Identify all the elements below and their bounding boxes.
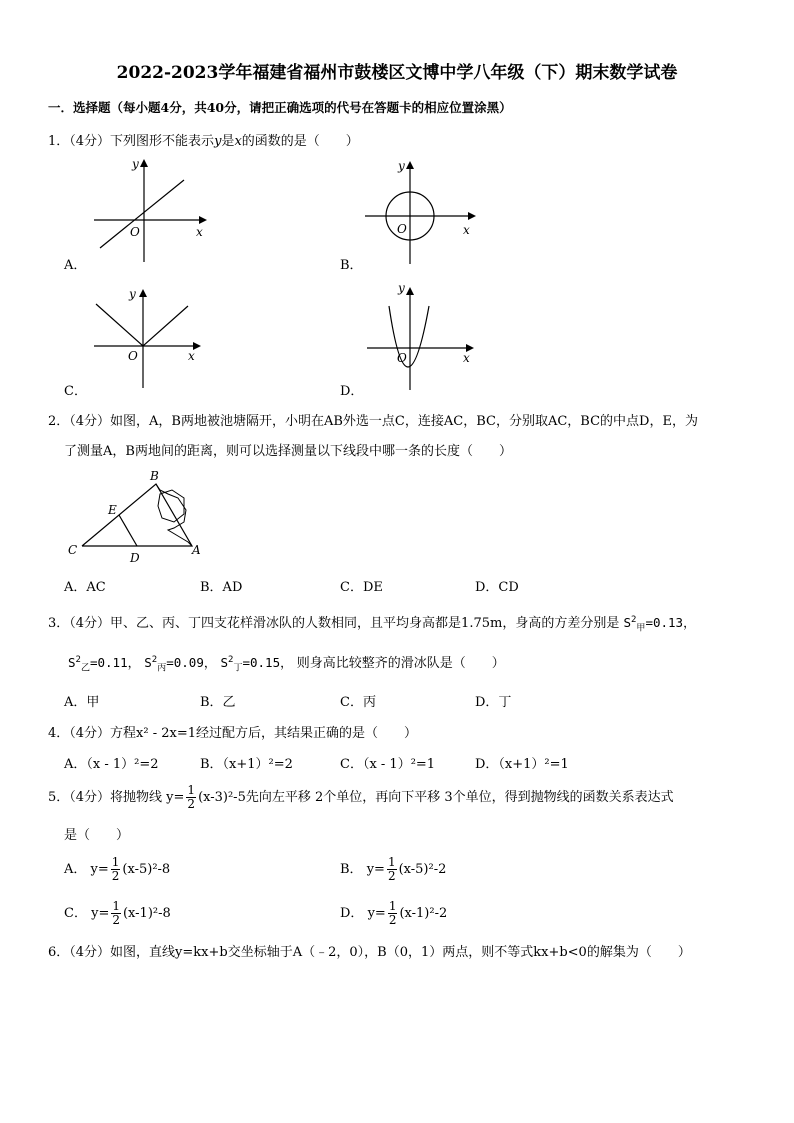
question-5-line-1 — [48, 784, 674, 811]
q1-graph-a — [80, 150, 220, 270]
q4-number: 4．（4分） — [48, 726, 111, 741]
page-title: 2022-2023学年福建省福州市鼓楼区文博中学八年级（下）期末数学试卷 — [116, 63, 678, 83]
q4-text: 方程x² - 2x=1经过配方后，其结果正确的是（ ） — [110, 726, 418, 741]
q2-line1: 如图，A，B两地被池塘隔开，小明在AB外选一点C，连接AC，BC，分别取AC，BC的中点D，E，为 — [110, 414, 698, 429]
q2-option-c: C．DE — [340, 580, 383, 595]
question-3-line-1 — [48, 612, 696, 634]
q1c-origin: O — [128, 349, 138, 363]
q4-option-d: D．（x+1）²=1 — [475, 757, 569, 772]
q5-line2: 是（ ） — [64, 828, 130, 843]
q3-line1: 甲、乙、丙、丁四支花样滑冰队的人数相同，且平均身高都是1.75m，身高的方差分别是 — [110, 616, 620, 631]
q5-option-a: A． y= $\frac{1}{2}$ (x-5)²-8 — [64, 855, 171, 883]
q1-var-x: x — [234, 134, 242, 149]
q5-post: (x-3)²-5先向左平移 2个单位，再向下平移 3个单位，得到抛物线的函数关系表达式 — [198, 790, 674, 805]
q1-end: 的函数的是（ ） — [241, 134, 359, 149]
q5-option-b: B． y= $\frac{1}{2}$ (x-5)²-2 — [340, 855, 447, 883]
q1-option-c: C． — [64, 384, 87, 399]
q3-variance-ding: $S^2_丁=0.15$， — [220, 654, 293, 674]
q1-mid: 是 — [221, 134, 235, 149]
q4-option-a: A．（x - 1）²=2 — [64, 757, 159, 772]
question-4 — [48, 722, 417, 741]
q1-option-a: A． — [64, 258, 87, 273]
q5-pre: 将抛物线 y= — [110, 790, 185, 805]
q3-variance-yi: $S^2_乙=0.11$， — [68, 654, 141, 674]
q6-text: 如图，直线y=kx+b交坐标轴于A（﹣2，0），B（0，1）两点，则不等式kx+b<0的解集为（ ） — [110, 945, 691, 960]
q2-label-a: A — [192, 543, 201, 557]
q5-number: 5．（4分） — [48, 790, 111, 805]
q1b-origin: O — [397, 222, 407, 236]
q1c-axis-y: y — [129, 287, 136, 301]
q1d-axis-y: y — [398, 281, 405, 295]
q2-line2: 了测量A，B两地间的距离，则可以选择测量以下线段中哪一条的长度（ ） — [64, 444, 512, 459]
q5-fraction: $\frac{1}{2}$ — [187, 783, 196, 811]
q6-number: 6．（4分） — [48, 945, 111, 960]
q2-option-a: A．AC — [64, 580, 106, 595]
q1-text: 下列图形不能表示 — [110, 134, 215, 149]
question-2-line-1 — [48, 410, 698, 429]
q2-option-b: B．AD — [200, 580, 243, 595]
q3-option-c: C．丙 — [340, 695, 376, 710]
q3-variance-jia: $S^2_甲=0.13$， — [623, 614, 696, 634]
q3-line2-end: 则身高比较整齐的滑冰队是（ ） — [296, 656, 505, 671]
q1d-origin: O — [397, 351, 407, 365]
question-6 — [48, 941, 691, 960]
q2-option-d: D．CD — [475, 580, 519, 595]
q5-option-c: C． y= $\frac{1}{2}$ (x-1)²-8 — [64, 899, 171, 927]
q2-label-b: B — [150, 469, 159, 483]
q2-label-c: C — [68, 543, 78, 557]
q2-figure — [60, 466, 220, 566]
q3-option-d: D．丁 — [475, 695, 512, 710]
q1d-axis-x: x — [463, 351, 470, 365]
q1c-axis-x: x — [188, 349, 195, 363]
q1-graph-b — [355, 150, 495, 270]
q3-variance-bing: $S^2_丙=0.09$， — [144, 654, 217, 674]
q1b-axis-x: x — [463, 223, 470, 237]
q1-option-d: D． — [340, 384, 364, 399]
q1b-axis-y: y — [398, 159, 405, 173]
question-3-line-2 — [68, 652, 505, 674]
q1-number: 1．（4分） — [48, 134, 111, 149]
q2-label-e: E — [108, 503, 117, 517]
question-1 — [48, 130, 359, 149]
q4-option-b: B．（x+1）²=2 — [200, 757, 293, 772]
section-heading: 一．选择题（每小题4分，共40分，请把正确选项的代号在答题卡的相应位置涂黑） — [48, 100, 512, 115]
q1a-origin: O — [130, 225, 140, 239]
q1-var-y: y — [214, 134, 222, 149]
q3-option-a: A．甲 — [64, 695, 100, 710]
q2-label-d: D — [130, 551, 140, 565]
q2-number: 2．（4分） — [48, 414, 111, 429]
q1-graph-c — [80, 282, 220, 392]
q4-option-c: C．（x - 1）²=1 — [340, 757, 436, 772]
q1a-axis-x: x — [196, 225, 203, 239]
q1-graph-d — [355, 278, 495, 394]
q5-option-d: D． y= $\frac{1}{2}$ (x-1)²-2 — [340, 899, 448, 927]
q3-number: 3．（4分） — [48, 616, 111, 631]
q1a-axis-y: y — [132, 157, 139, 171]
q1-option-b: B． — [340, 258, 363, 273]
q3-option-b: B．乙 — [200, 695, 236, 710]
